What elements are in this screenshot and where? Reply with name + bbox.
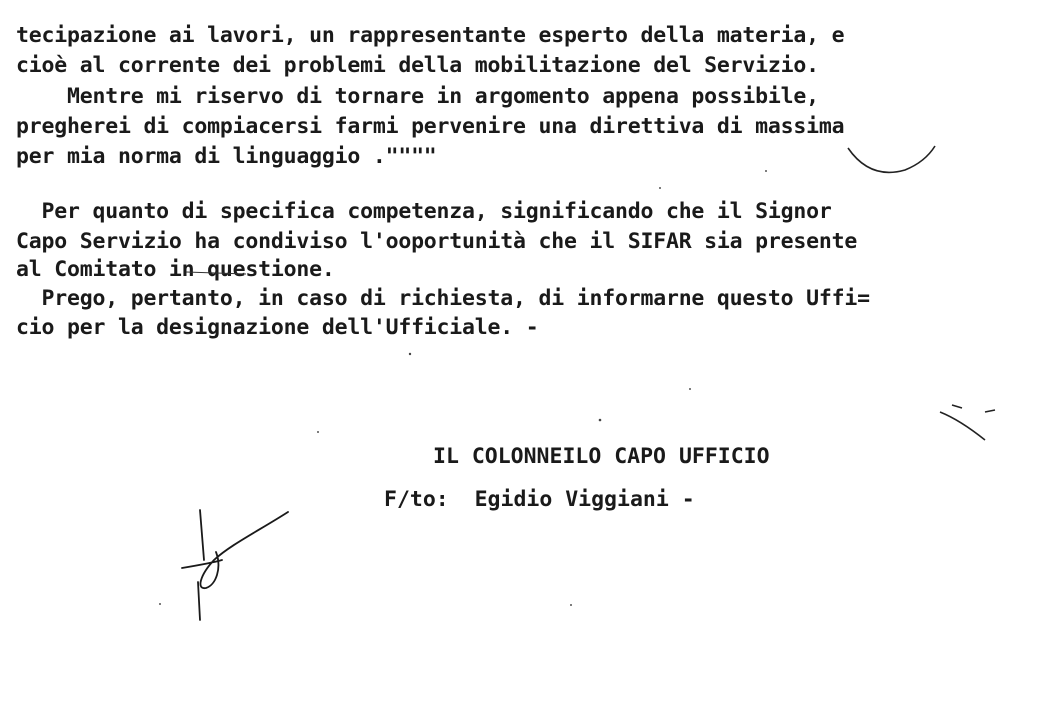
text-line: tecipazione ai lavori, un rappresentante esperto della materia, e: [16, 23, 845, 48]
signature-name-line: F/to: Egidio Viggiani -: [384, 487, 695, 512]
handwritten-slash-mark: [940, 405, 995, 440]
text-line: pregherei di compiacersi farmi pervenire una direttiva di massima: [16, 114, 845, 139]
handwritten-curve: [848, 146, 935, 172]
text-line: Per quanto di specifica competenza, significando che il Signor: [16, 199, 832, 224]
signature-title: IL COLONNEILO CAPO UFFICIO: [433, 444, 770, 469]
text-line: al Comitato in questione.: [16, 257, 335, 282]
text-line: Capo Servizio ha condiviso l'ooportunità che il SIFAR sia presente: [16, 229, 858, 254]
text-line: cio per la designazione dell'Ufficiale. -: [16, 315, 539, 340]
text-line: Mentre mi riservo di tornare in argomento appena possibile,: [16, 84, 819, 109]
text-line: per mia norma di linguaggio ."""": [16, 144, 437, 169]
handwritten-signature: [182, 510, 288, 620]
text-line: Prego, pertanto, in caso di richiesta, di informarne questo Uffi=: [16, 286, 870, 311]
text-line: cioè al corrente dei problemi della mobilitazione del Servizio.: [16, 53, 819, 78]
